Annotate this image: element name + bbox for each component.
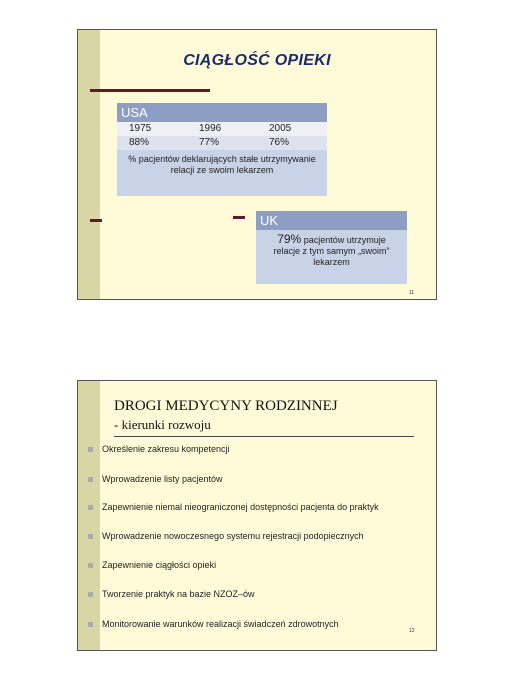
slide-subtitle: - kierunki rozwoju bbox=[114, 417, 211, 432]
list-item bbox=[88, 560, 216, 570]
bullet-text: Określenie zakresu kompetencji bbox=[102, 444, 230, 454]
page-number: 12 bbox=[409, 628, 415, 634]
list-item bbox=[88, 531, 364, 541]
usa-year: 1996 bbox=[199, 123, 222, 134]
usa-note: % pacjentów deklarujących stałe utrzymywanie relacji ze swoim lekarzem bbox=[128, 154, 316, 175]
bullet-text: Monitorowanie warunków realizacji świadczeń zdrowotnych bbox=[102, 619, 339, 629]
uk-box bbox=[256, 211, 407, 284]
title-divider bbox=[90, 89, 210, 92]
list-item bbox=[88, 502, 379, 512]
slide-family-medicine bbox=[77, 380, 437, 651]
slide-side-stripe bbox=[78, 30, 100, 299]
bullet-square-icon bbox=[88, 592, 93, 597]
usa-value: 76% bbox=[269, 137, 290, 148]
uk-text-line1: pacjentów utrzymuje bbox=[303, 235, 386, 245]
bullet-square-icon bbox=[88, 477, 93, 482]
list-item bbox=[88, 619, 339, 629]
bullet-text: Tworzenie praktyk na bazie NZOZ–ów bbox=[102, 589, 255, 599]
usa-year: 1975 bbox=[129, 123, 152, 134]
usa-box bbox=[117, 103, 327, 196]
bullet-square-icon bbox=[88, 447, 93, 452]
title-divider bbox=[114, 436, 414, 437]
usa-value: 77% bbox=[199, 137, 220, 148]
list-item bbox=[88, 474, 223, 484]
usa-values-row bbox=[117, 136, 327, 150]
bullet-square-icon bbox=[88, 534, 93, 539]
accent-divider bbox=[90, 219, 102, 222]
page-number: 11 bbox=[409, 290, 415, 296]
bullet-square-icon bbox=[88, 563, 93, 568]
bullet-square-icon bbox=[88, 505, 93, 510]
bullet-text: Zapewnienie ciągłości opieki bbox=[102, 560, 217, 570]
list-item bbox=[88, 589, 255, 599]
bullet-square-icon bbox=[88, 622, 93, 627]
slide-title: CIĄGŁOŚĆ OPIEKI bbox=[183, 52, 331, 69]
list-item bbox=[88, 444, 230, 454]
uk-text-line2: relacje z tym samym „swoim” lekarzem bbox=[273, 246, 390, 267]
usa-value: 88% bbox=[129, 137, 150, 148]
accent-divider bbox=[233, 216, 245, 219]
bullet-text: Zapewnienie niemal nieograniczonej dostępności pacjenta do praktyk bbox=[102, 502, 379, 512]
usa-heading: USA bbox=[117, 103, 327, 122]
usa-years-row bbox=[117, 122, 327, 136]
bullet-text: Wprowadzenie nowoczesnego systemu rejestracji podopiecznych bbox=[102, 531, 364, 541]
slide-side-stripe bbox=[78, 381, 100, 650]
usa-year: 2005 bbox=[269, 123, 292, 134]
slide-title: DROGI MEDYCYNY RODZINNEJ bbox=[114, 398, 338, 414]
slide-continuity-of-care bbox=[77, 29, 437, 300]
uk-text bbox=[256, 230, 407, 268]
uk-percentage: 79% bbox=[277, 232, 302, 246]
uk-heading: UK bbox=[256, 211, 407, 230]
bullet-text: Wprowadzenie listy pacjentów bbox=[102, 474, 223, 484]
